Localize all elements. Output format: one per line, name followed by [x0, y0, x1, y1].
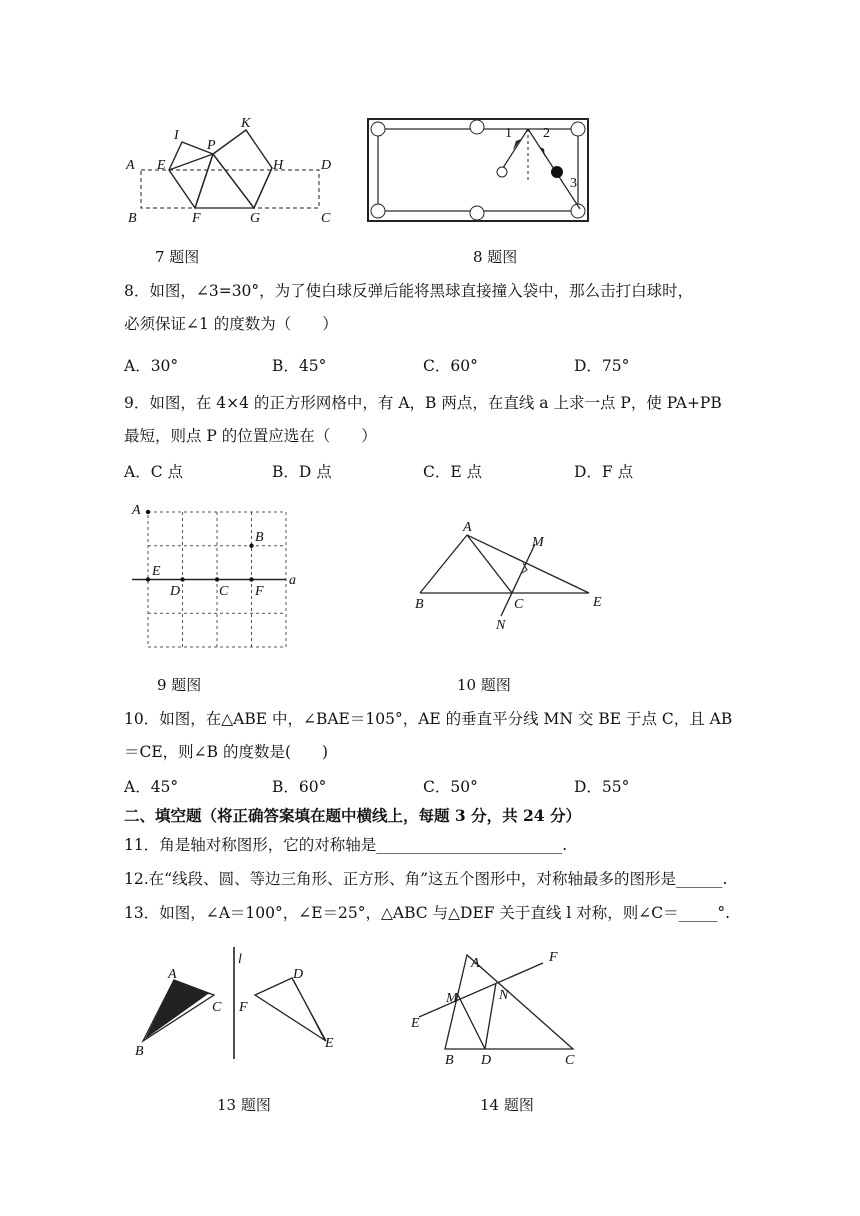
fig13-label-F: F	[239, 1000, 248, 1015]
q9-option-d: D．F 点	[574, 463, 634, 481]
fig10-label-E: E	[593, 595, 602, 610]
q9-option-b: B．D 点	[272, 463, 332, 481]
fig13-label-E: E	[325, 1036, 334, 1051]
fig7-label-A: A	[126, 158, 135, 173]
q10-option-b: B．60°	[272, 778, 327, 796]
fig9-label-C: C	[219, 584, 229, 599]
fig9-label-A: A	[132, 503, 141, 518]
fig13-caption: 13 题图	[217, 1096, 271, 1114]
fig10-label-M: M	[532, 535, 544, 550]
section-2-heading: 二、填空题（将正确答案填在题中横线上，每题 3 分，共 24 分）	[124, 806, 581, 825]
fig9-label-B: B	[255, 530, 264, 545]
q10-option-d: D．55°	[574, 778, 630, 796]
q8-option-b: B．45°	[272, 357, 327, 375]
fig10-label-C: C	[514, 597, 524, 612]
figure-14	[405, 945, 585, 1070]
figure-10	[410, 518, 615, 633]
fig7-caption: 7 题图	[155, 248, 200, 266]
fig13-label-l: l	[238, 952, 242, 967]
fig7-label-B: B	[128, 211, 137, 226]
fig8-angle-2: 2	[543, 126, 550, 141]
fig10-label-N: N	[496, 618, 506, 633]
fig9-caption: 9 题图	[157, 676, 202, 694]
figure-13	[128, 943, 348, 1065]
fig7-label-H: H	[273, 158, 284, 173]
fig7-label-P: P	[207, 138, 216, 153]
q9-stem-line1: 9．如图，在 4×4 的正方形网格中，有 A，B 两点，在直线 a 上求一点 P，使 PA+PB	[124, 394, 722, 412]
fig9-label-F: F	[255, 584, 264, 599]
fig14-label-F: F	[549, 950, 558, 965]
fig14-caption: 14 题图	[480, 1096, 534, 1114]
fig10-label-B: B	[415, 597, 424, 612]
fig9-label-E: E	[152, 564, 161, 579]
fig13-label-B: B	[135, 1044, 144, 1059]
fig14-label-E: E	[411, 1016, 420, 1031]
fig7-label-K: K	[241, 116, 251, 131]
fig10-caption: 10 题图	[457, 676, 511, 694]
fig7-label-D: D	[321, 158, 332, 173]
q10-stem-line2: ＝CE，则∠B 的度数是( )	[124, 743, 329, 761]
q9-option-a: A．C 点	[124, 463, 183, 481]
fig14-label-C: C	[565, 1053, 575, 1068]
q10-stem-line1: 10．如图，在△ABE 中，∠BAE＝105°，AE 的垂直平分线 MN 交 BE 于点 C，且 AB	[124, 710, 733, 728]
q8-option-a: A．30°	[124, 357, 179, 375]
q9-stem-line2: 最短，则点 P 的位置应选在（ ）	[124, 427, 377, 445]
fig14-label-M: M	[446, 991, 458, 1006]
fig14-label-B: B	[445, 1053, 454, 1068]
fig10-label-A: A	[463, 520, 472, 535]
fig13-label-A: A	[168, 967, 177, 982]
q8-stem-line1: 8．如图，∠3=30°，为了使白球反弹后能将黑球直接撞入袋中，那么击打白球时，	[124, 282, 694, 300]
fig7-label-E: E	[157, 158, 166, 173]
fig8-angle-3: 3	[570, 176, 577, 191]
q8-stem-line2: 必须保证∠1 的度数为（ ）	[124, 315, 338, 333]
fig9-label-a: a	[289, 573, 296, 588]
figure-8	[366, 117, 590, 223]
fig9-label-D: D	[170, 584, 181, 599]
fig7-label-C: C	[321, 211, 331, 226]
figure-7	[122, 112, 342, 227]
figure-9	[128, 500, 308, 655]
fig14-label-A: A	[471, 956, 480, 971]
fig8-caption: 8 题图	[473, 248, 518, 266]
q10-option-c: C．50°	[423, 778, 478, 796]
fig7-label-I: I	[174, 128, 179, 143]
q9-option-c: C．E 点	[423, 463, 483, 481]
q13-text: 13．如图，∠A＝100°，∠E＝25°，△ABC 与△DEF 关于直线 l 对称，则∠C＝_____°.	[124, 904, 731, 922]
q11-text: 11．角是轴对称图形，它的对称轴是________________________.	[124, 836, 568, 854]
fig14-label-D: D	[481, 1053, 492, 1068]
fig13-label-D: D	[293, 967, 304, 982]
q8-option-d: D．75°	[574, 357, 630, 375]
fig7-label-F: F	[192, 211, 201, 226]
fig13-label-C: C	[212, 1000, 222, 1015]
fig14-label-N: N	[499, 988, 509, 1003]
q12-text: 12.在“线段、圆、等边三角形、正方形、角”这五个图形中，对称轴最多的图形是______.	[124, 870, 728, 888]
q8-option-c: C．60°	[423, 357, 478, 375]
fig8-angle-1: 1	[505, 126, 512, 141]
fig7-label-G: G	[250, 211, 261, 226]
q10-option-a: A．45°	[124, 778, 179, 796]
